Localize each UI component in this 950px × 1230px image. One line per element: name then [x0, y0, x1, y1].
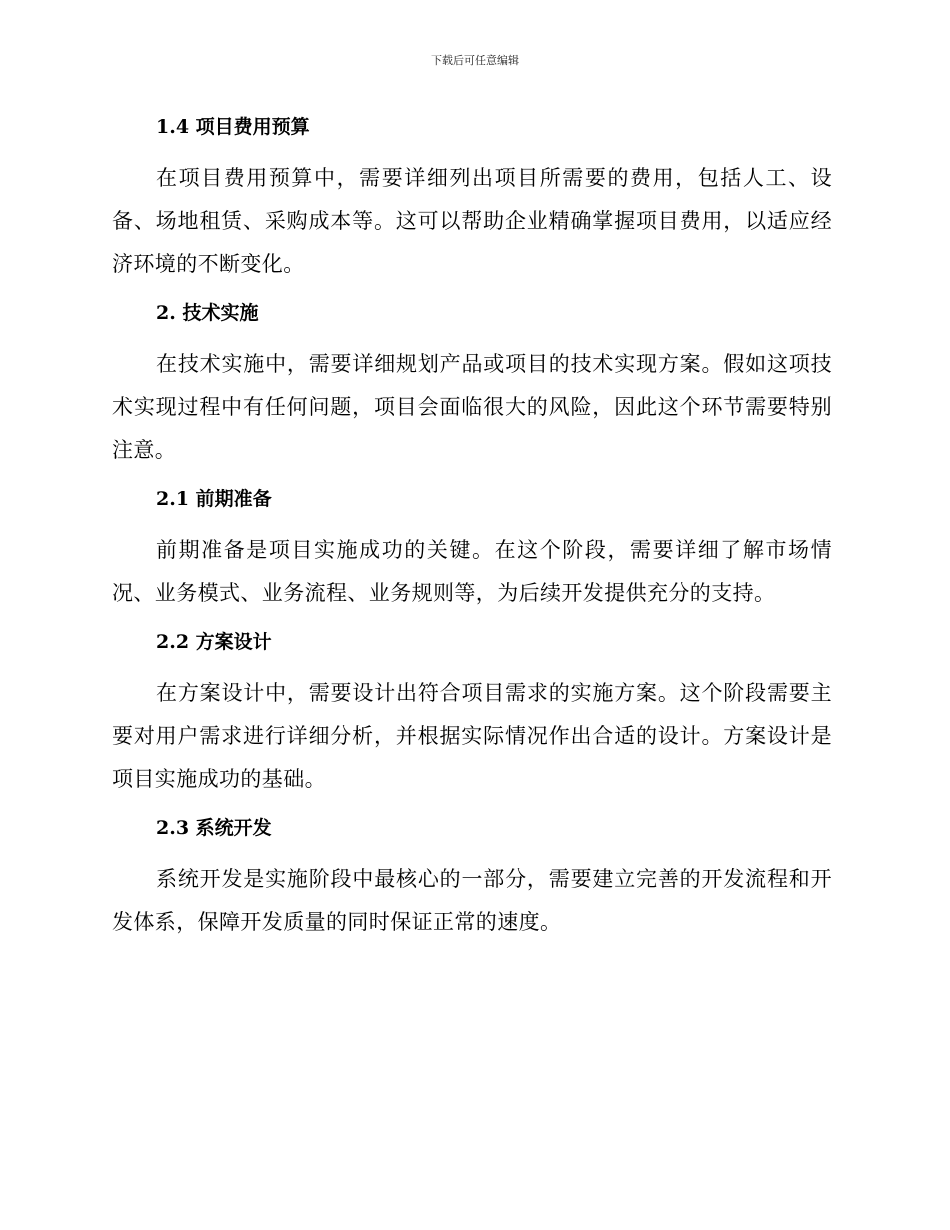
section-paragraph-solution-design: 在方案设计中，需要设计出符合项目需求的实施方案。这个阶段需要主要对用户需求进行详细分析，并根据实际情况作出合适的设计。方案设计是项目实施成功的基础。 [112, 681, 832, 791]
section-heading-system-development: 2.3 系统开发 [156, 817, 272, 839]
document-body [112, 108, 832, 952]
section-heading-solution-design: 2.2 方案设计 [156, 631, 272, 653]
section-paragraph-project-budget: 在项目费用预算中，需要详细列出项目所需要的费用，包括人工、设备、场地租赁、采购成本等。这可以帮助企业精确掌握项目费用，以适应经济环境的不断变化。 [112, 166, 832, 276]
section-paragraph-system-development: 系统开发是实施阶段中最核心的一部分，需要建立完善的开发流程和开发体系，保障开发质量的同时保证正常的速度。 [112, 867, 832, 934]
section-heading-technical-implementation: 2. 技术实施 [156, 302, 259, 324]
section-heading-preparation: 2.1 前期准备 [156, 488, 272, 510]
section-paragraph-preparation: 前期准备是项目实施成功的关键。在这个阶段，需要详细了解市场情况、业务模式、业务流程、业务规则等，为后续开发提供充分的支持。 [112, 538, 832, 605]
section-heading-project-budget: 1.4 项目费用预算 [156, 116, 310, 138]
page-header-note: 下载后可任意编辑 [431, 54, 519, 67]
section-paragraph-technical-implementation: 在技术实施中，需要详细规划产品或项目的技术实现方案。假如这项技术实现过程中有任何问题，项目会面临很大的风险，因此这个环节需要特别注意。 [112, 352, 832, 462]
